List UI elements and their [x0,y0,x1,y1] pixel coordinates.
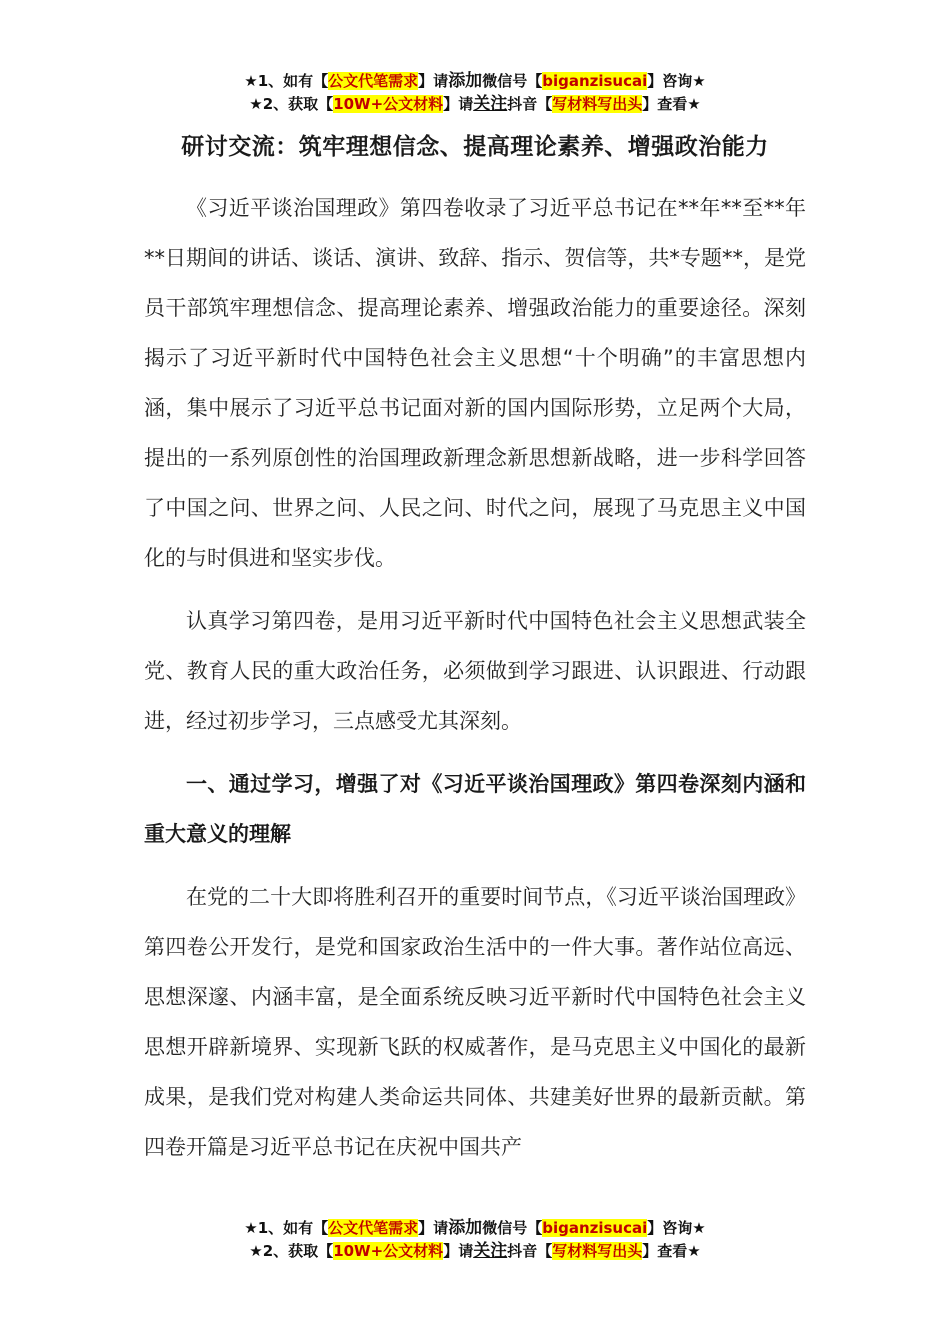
ad-line-1: ★1、如有【公文代笔需求】请添加微信号【biganzisucai】咨询★ [244,71,706,91]
ad-line-2: ★2、获取【10W+公文材料】请关注抖音【写材料写出头】查看★ [249,1241,701,1261]
highlight-douyin-account: 写材料写出头 [552,95,643,113]
document-body [144,183,806,1185]
body-paragraph-2: 认真学习第四卷，是用习近平新时代中国特色社会主义思想武装全党、教育人民的重大政治任务，必须做到学习跟进、认识跟进、行动跟进，经过初步学习，三点感受尤其深刻。 [144,609,806,733]
highlight-materials: 10W+公文材料 [333,1242,444,1260]
highlight-service: 公文代笔需求 [328,1219,419,1237]
highlight-wechat-id: biganzisucai [542,72,648,90]
highlight-materials: 10W+公文材料 [333,95,444,113]
body-paragraph-3: 在党的二十大即将胜利召开的重要时间节点，《习近平谈治国理政》第四卷公开发行，是党和国家政治生活中的一件大事。著作站位高远、思想深邃、内涵丰富，是全面系统反映习近平新时代中国特色社会主义思想开辟新境界、实现新飞跃的权威著作，是马克思主义中国化的最新成果，是我们党对构建人类命运共同体、共建美好世界的最新贡献。第四卷开篇是习近平总书记在庆祝中国共产 [144,885,806,1159]
header-ad-banner [0,70,950,116]
ad-line-1: ★1、如有【公文代笔需求】请添加微信号【biganzisucai】咨询★ [244,1218,706,1238]
ad-line-2: ★2、获取【10W+公文材料】请关注抖音【写材料写出头】查看★ [249,94,701,114]
section-heading-1: 一、通过学习，增强了对《习近平谈治国理政》第四卷深刻内涵和重大意义的理解 [144,772,806,846]
footer-ad-banner [0,1217,950,1263]
document-title: 研讨交流：筑牢理想信念、提高理论素养、增强政治能力 [181,134,769,160]
body-paragraph-1: 《习近平谈治国理政》第四卷收录了习近平总书记在**年**至**年**日期间的讲话、谈话、演讲、致辞、指示、贺信等，共*专题**，是党员干部筑牢理想信念、提高理论素养、增强政治能力的重要途径。深刻揭示了习近平新时代中国特色社会主义思想“十个明确”的丰富思想内涵，集中展示了习近平总书记面对新的国内国际形势，立足两个大局，提出的一系列原创性的治国理政新理念新思想新战略，进一步科学回答了中国之问、世界之问、人民之问、时代之问，展现了马克思主义中国化的与时俱进和坚实步伐。 [144,196,806,570]
highlight-douyin-account: 写材料写出头 [552,1242,643,1260]
highlight-wechat-id: biganzisucai [542,1219,648,1237]
highlight-service: 公文代笔需求 [328,72,419,90]
